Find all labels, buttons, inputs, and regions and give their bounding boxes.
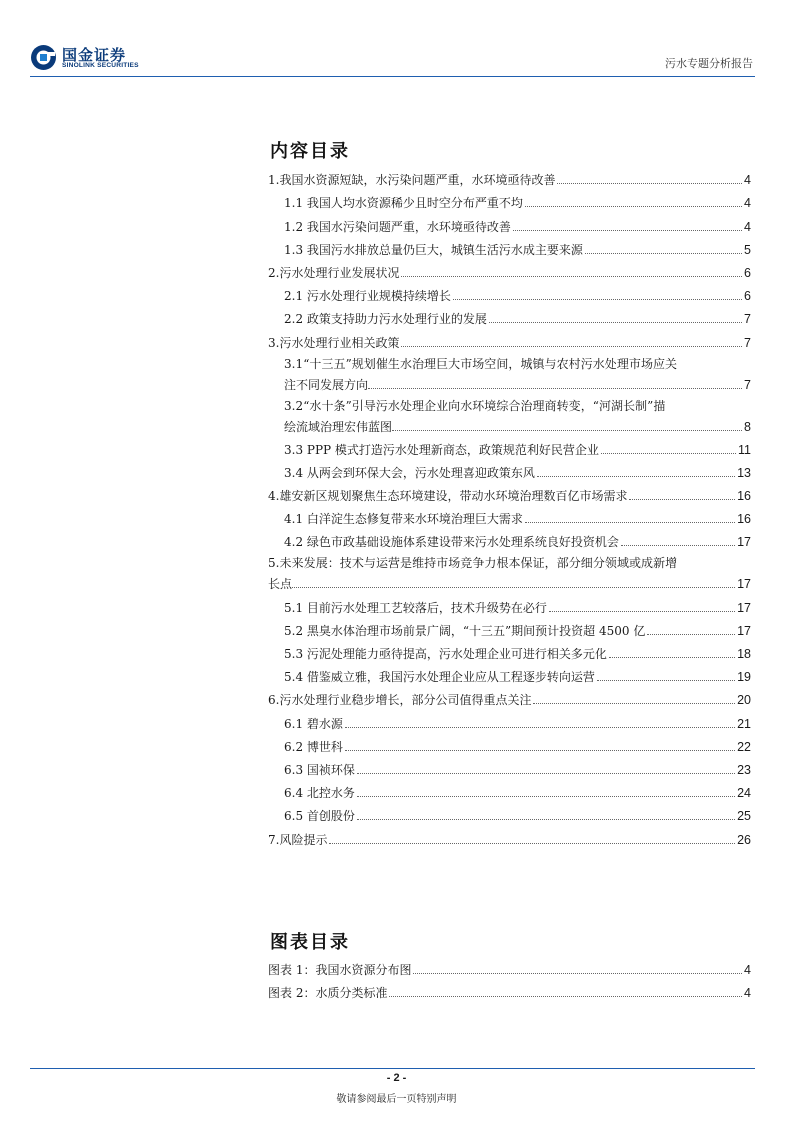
toc-entry[interactable] xyxy=(268,685,751,708)
toc-entry[interactable] xyxy=(268,732,751,755)
dot-leader xyxy=(357,796,735,797)
toc-entry-label: 2.1 污水处理行业规模持续增长 xyxy=(284,289,451,304)
disclaimer-note: 敬请参阅最后一页特别声明 xyxy=(336,1094,457,1105)
toc-entry-page: 26 xyxy=(737,832,751,847)
toc-entry-label: 1.3 我国污水排放总量仍巨大，城镇生活污水成主要来源 xyxy=(284,242,583,257)
toc-entry-page: 21 xyxy=(737,716,751,731)
dot-leader xyxy=(357,773,735,774)
toc-entry-label-continued: 长点 xyxy=(268,577,293,592)
toc-entry[interactable] xyxy=(268,481,751,504)
toc-entry-label: 5.2 黑臭水体治理市场前景广阔，“十三五”期间预计投资超 4500 亿 xyxy=(284,623,646,638)
table-of-contents xyxy=(268,165,751,848)
toc-entry-page: 7 xyxy=(744,377,751,392)
figure-index xyxy=(268,955,751,1001)
dot-leader xyxy=(621,545,735,546)
toc-entry-label-continued: 绘流域治理宏伟蓝图 xyxy=(284,419,393,434)
toc-entry-label: 2.2 政策支持助力污水处理行业的发展 xyxy=(284,312,487,327)
dot-leader xyxy=(537,476,735,477)
toc-entry[interactable] xyxy=(268,550,751,592)
toc-entry[interactable] xyxy=(268,458,751,481)
dot-leader xyxy=(549,611,735,612)
toc-entry-label: 6.5 首创股份 xyxy=(284,809,355,824)
toc-entry[interactable] xyxy=(268,393,751,435)
footer-divider xyxy=(30,1068,755,1069)
toc-entry-page: 17 xyxy=(737,623,751,638)
toc-entry-label: 1.1 我国人均水资源稀少且时空分布严重不均 xyxy=(284,196,523,211)
toc-entry[interactable] xyxy=(268,235,751,258)
figure-index-title: 图表目录 xyxy=(270,932,350,953)
dot-leader xyxy=(401,276,742,277)
toc-entry-page: 6 xyxy=(744,265,751,280)
dot-leader xyxy=(513,230,742,231)
toc-entry[interactable] xyxy=(268,801,751,824)
toc-entry[interactable] xyxy=(268,708,751,731)
toc-entry-label-continued: 注不同发展方向 xyxy=(284,377,369,392)
toc-entry-label: 3.1“十三五”规划催生水治理巨大市场空间，城镇与农村污水处理市场应关 xyxy=(284,356,678,371)
toc-entry-label: 3.污水处理行业相关政策 xyxy=(268,335,400,350)
dot-leader xyxy=(329,843,735,844)
toc-entry[interactable] xyxy=(268,304,751,327)
toc-entry-page: 17 xyxy=(737,535,751,550)
toc-entry[interactable] xyxy=(268,662,751,685)
toc-entry-page: 5 xyxy=(744,242,751,257)
toc-entry[interactable] xyxy=(268,824,751,847)
toc-entry[interactable] xyxy=(268,592,751,615)
toc-entry[interactable] xyxy=(268,616,751,639)
toc-entry-label: 5.4 借鉴威立雅，我国污水处理企业应从工程逐步转向运营 xyxy=(284,670,595,685)
dot-leader xyxy=(585,253,742,254)
toc-entry[interactable] xyxy=(268,327,751,350)
toc-entry-page: 11 xyxy=(738,442,751,457)
toc-entry-page: 7 xyxy=(744,312,751,327)
toc-entry-label: 5.3 污泥处理能力亟待提高，污水处理企业可进行相关多元化 xyxy=(284,647,607,661)
dot-leader xyxy=(368,388,742,389)
logo-chinese-name: 国金证券 xyxy=(62,46,127,64)
toc-title: 内容目录 xyxy=(270,141,350,162)
figure-entry[interactable] xyxy=(268,978,751,1001)
toc-entry[interactable] xyxy=(268,778,751,801)
toc-entry[interactable] xyxy=(268,351,751,393)
dot-leader xyxy=(557,183,742,184)
toc-entry-page: 4 xyxy=(744,986,751,1001)
toc-entry-label: 6.2 博世科 xyxy=(284,739,343,754)
toc-entry-page: 4 xyxy=(744,173,751,188)
toc-entry-page: 19 xyxy=(737,670,751,685)
toc-entry[interactable] xyxy=(268,211,751,234)
toc-entry-page: 17 xyxy=(737,600,751,615)
toc-entry[interactable] xyxy=(268,435,751,458)
toc-entry-page: 13 xyxy=(737,465,751,480)
dot-leader xyxy=(392,430,742,431)
report-title: 污水专题分析报告 xyxy=(665,57,753,70)
toc-entry-label: 6.3 国祯环保 xyxy=(284,762,355,777)
toc-entry-label: 6.污水处理行业稳步增长，部分公司值得重点关注 xyxy=(268,693,532,708)
page-number: - 2 - xyxy=(386,1072,407,1084)
dot-leader xyxy=(453,299,742,300)
dot-leader xyxy=(292,587,735,588)
toc-entry[interactable] xyxy=(268,639,751,662)
toc-entry-label: 4.2 绿色市政基础设施体系建设带来污水处理系统良好投资机会 xyxy=(284,535,619,550)
toc-entry-label: 6.1 碧水源 xyxy=(284,716,343,731)
dot-leader xyxy=(597,680,735,681)
dot-leader xyxy=(489,322,742,323)
toc-entry-page: 7 xyxy=(744,335,751,350)
dot-leader xyxy=(609,657,735,658)
toc-entry[interactable] xyxy=(268,755,751,778)
toc-entry-page: 18 xyxy=(737,647,751,661)
toc-entry-label: 4.雄安新区规划聚焦生态环境建设，带动水环境治理数百亿市场需求 xyxy=(268,489,628,504)
dot-leader xyxy=(525,522,735,523)
dot-leader xyxy=(601,453,736,454)
dot-leader xyxy=(413,973,742,974)
toc-entry-label: 3.4 从两会到环保大会，污水处理喜迎政策东风 xyxy=(284,465,535,480)
toc-entry-page: 23 xyxy=(737,762,751,777)
toc-entry-label: 图表 2：水质分类标准 xyxy=(268,986,388,1001)
toc-entry-page: 4 xyxy=(744,219,751,234)
toc-entry[interactable] xyxy=(268,527,751,550)
toc-entry-label: 2.污水处理行业发展状况 xyxy=(268,265,400,280)
toc-entry-label: 1.2 我国水污染问题严重，水环境亟待改善 xyxy=(284,219,511,234)
toc-entry-label: 6.4 北控水务 xyxy=(284,786,355,801)
toc-entry-page: 4 xyxy=(744,196,751,211)
toc-entry[interactable] xyxy=(268,258,751,281)
figure-entry[interactable] xyxy=(268,955,751,978)
toc-entry-label: 5.未来发展：技术与运营是维持市场竞争力根本保证，部分细分领域或成新增 xyxy=(268,556,678,571)
dot-leader xyxy=(533,703,735,704)
toc-entry-label: 图表 1：我国水资源分布图 xyxy=(268,963,412,978)
toc-entry-page: 16 xyxy=(737,512,751,527)
toc-entry-page: 25 xyxy=(737,809,751,824)
toc-entry[interactable] xyxy=(268,281,751,304)
dot-leader xyxy=(401,346,742,347)
company-logo xyxy=(30,44,160,76)
page-header xyxy=(0,0,793,80)
toc-entry-page: 22 xyxy=(737,739,751,754)
header-divider xyxy=(30,76,755,77)
toc-entry-page: 6 xyxy=(744,289,751,304)
toc-entry-label: 4.1 白洋淀生态修复带来水环境治理巨大需求 xyxy=(284,512,523,527)
toc-entry-page: 8 xyxy=(744,419,751,434)
dot-leader xyxy=(357,819,735,820)
dot-leader xyxy=(525,206,742,207)
toc-entry[interactable] xyxy=(268,165,751,188)
toc-entry-page: 4 xyxy=(744,963,751,978)
toc-entry-page: 24 xyxy=(737,786,751,801)
toc-entry-page: 16 xyxy=(737,489,751,504)
dot-leader xyxy=(389,996,742,997)
toc-entry-label: 7.风险提示 xyxy=(268,832,328,847)
toc-entry-label: 3.2“水十条”引导污水处理企业向水环境综合治理商转变，“河湖长制”描 xyxy=(284,398,666,413)
sinolink-logo-icon xyxy=(30,44,57,71)
toc-entry-label: 5.1 目前污水处理工艺较落后，技术升级势在必行 xyxy=(284,600,547,615)
dot-leader xyxy=(629,499,735,500)
toc-entry-label: 3.3 PPP 模式打造污水处理新商态，政策规范利好民营企业 xyxy=(284,442,599,457)
dot-leader xyxy=(647,634,735,635)
dot-leader xyxy=(345,750,735,751)
toc-entry-page: 17 xyxy=(737,577,751,592)
toc-entry[interactable] xyxy=(268,504,751,527)
toc-entry-page: 20 xyxy=(737,693,751,708)
toc-entry-label: 1.我国水资源短缺，水污染问题严重，水环境亟待改善 xyxy=(268,173,556,188)
logo-english-name: SINOLINK SECURITIES xyxy=(62,62,139,69)
dot-leader xyxy=(345,727,735,728)
toc-entry[interactable] xyxy=(268,188,751,211)
